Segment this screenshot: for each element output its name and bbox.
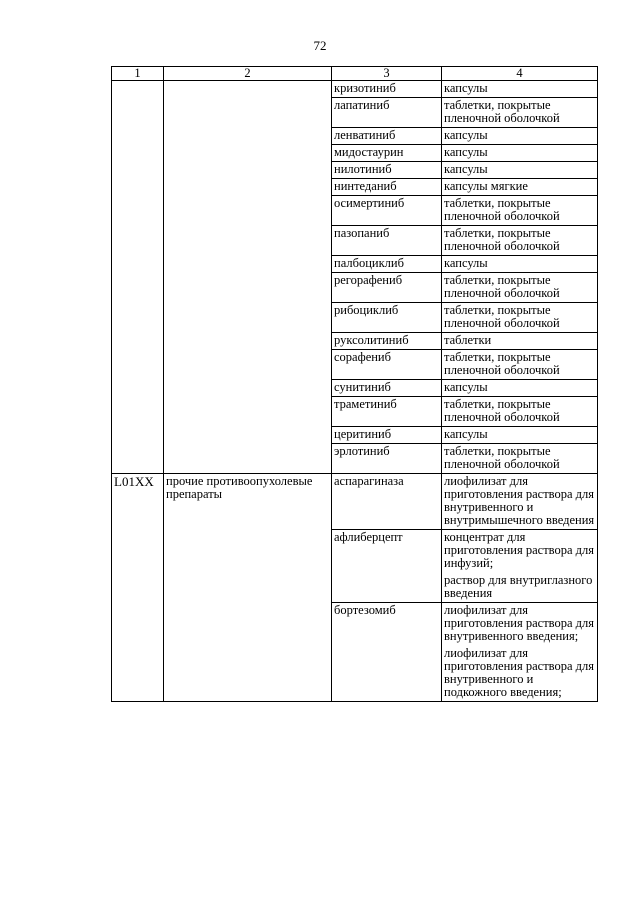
- dosage-form-cell: [442, 397, 598, 427]
- dosage-form-cell: [442, 81, 598, 98]
- header-col-3: 3: [332, 67, 442, 81]
- dosage-form-cell: [442, 128, 598, 145]
- dosage-form-cell: [442, 380, 598, 397]
- dosage-form-text: таблетки, покрытые пленочной оболочкой: [444, 350, 560, 377]
- drug-name-cell: лапатиниб: [332, 98, 442, 128]
- drug-name-cell: руксолитиниб: [332, 333, 442, 350]
- drug-name-cell: сунитиниб: [332, 380, 442, 397]
- dosage-form-text: таблетки, покрытые пленочной оболочкой: [444, 98, 560, 125]
- drug-name-cell: нинтеданиб: [332, 179, 442, 196]
- drug-name-cell: церитиниб: [332, 427, 442, 444]
- table-row: [112, 81, 598, 98]
- dosage-form-text: капсулы: [444, 256, 488, 270]
- dosage-form-cell: [442, 179, 598, 196]
- dosage-form-text: капсулы: [444, 162, 488, 176]
- dosage-form-cell: [442, 530, 598, 603]
- drug-name-cell: рибоциклиб: [332, 303, 442, 333]
- dosage-form-text: таблетки, покрытые пленочной оболочкой: [444, 397, 560, 424]
- dosage-form-cell: [442, 145, 598, 162]
- dosage-form-text: капсулы: [444, 81, 488, 95]
- dosage-form-text: таблетки: [444, 333, 492, 347]
- dosage-form-cell: [442, 98, 598, 128]
- dosage-form-text: таблетки, покрытые пленочной оболочкой: [444, 226, 560, 253]
- drug-name-cell: осимертиниб: [332, 196, 442, 226]
- dosage-form-text: капсулы: [444, 128, 488, 142]
- dosage-form-cell: [442, 256, 598, 273]
- drug-name-cell: палбоциклиб: [332, 256, 442, 273]
- header-col-1: 1: [112, 67, 164, 81]
- dosage-form-cell: [442, 427, 598, 444]
- header-col-4: 4: [442, 67, 598, 81]
- page-number: 72: [313, 38, 327, 53]
- dosage-form-text: капсулы: [444, 427, 488, 441]
- dosage-form-cell: [442, 350, 598, 380]
- group-name-cell: [164, 81, 332, 474]
- drug-name-cell: пазопаниб: [332, 226, 442, 256]
- group-name-cell: прочие противоопухолевые препараты: [164, 474, 332, 702]
- table-body: [112, 81, 598, 702]
- drug-name-cell: нилотиниб: [332, 162, 442, 179]
- dosage-form-text: капсулы: [444, 380, 488, 394]
- atc-code-cell: [112, 81, 164, 474]
- header-row: [112, 67, 598, 81]
- dosage-form-text: таблетки, покрытые пленочной оболочкой: [444, 196, 560, 223]
- dosage-form-cell: [442, 196, 598, 226]
- atc-code-cell: L01XX: [112, 474, 164, 702]
- dosage-form-text: капсулы: [444, 145, 488, 159]
- drug-name-cell: траметиниб: [332, 397, 442, 427]
- dosage-form-text: лиофилизат для приготовления раствора для внутривенного и подкожного введения;: [444, 646, 594, 699]
- dosage-form-text: таблетки, покрытые пленочной оболочкой: [444, 303, 560, 330]
- dosage-form-cell: [442, 273, 598, 303]
- dosage-form-cell: [442, 333, 598, 350]
- drug-name-cell: ленватиниб: [332, 128, 442, 145]
- drug-name-cell: регорафениб: [332, 273, 442, 303]
- dosage-form-cell: [442, 303, 598, 333]
- drug-name-cell: афлиберцепт: [332, 530, 442, 603]
- dosage-form-cell: [442, 162, 598, 179]
- dosage-form-text: таблетки, покрытые пленочной оболочкой: [444, 273, 560, 300]
- dosage-form-cell: [442, 226, 598, 256]
- dosage-form-cell: [442, 603, 598, 702]
- dosage-form-text: таблетки, покрытые пленочной оболочкой: [444, 444, 560, 471]
- drug-name-cell: сорафениб: [332, 350, 442, 380]
- dosage-form-text: раствор для внутриглазного введения: [444, 573, 593, 600]
- dosage-form-text: лиофилизат для приготовления раствора для внутривенного введения;: [444, 603, 594, 643]
- dosage-form-cell: [442, 474, 598, 530]
- drug-name-cell: аспарагиназа: [332, 474, 442, 530]
- dosage-form-text: капсулы мягкие: [444, 179, 528, 193]
- drug-table: [111, 66, 598, 702]
- header-col-2: 2: [164, 67, 332, 81]
- table-row: [112, 474, 598, 530]
- drug-name-cell: бортезомиб: [332, 603, 442, 702]
- dosage-form-text: концентрат для приготовления раствора для инфузий;: [444, 530, 594, 570]
- drug-name-cell: мидостаурин: [332, 145, 442, 162]
- dosage-form-text: лиофилизат для приготовления раствора для внутривенного и внутримышечного введения: [444, 474, 595, 527]
- drug-name-cell: эрлотиниб: [332, 444, 442, 474]
- dosage-form-cell: [442, 444, 598, 474]
- drug-name-cell: кризотиниб: [332, 81, 442, 98]
